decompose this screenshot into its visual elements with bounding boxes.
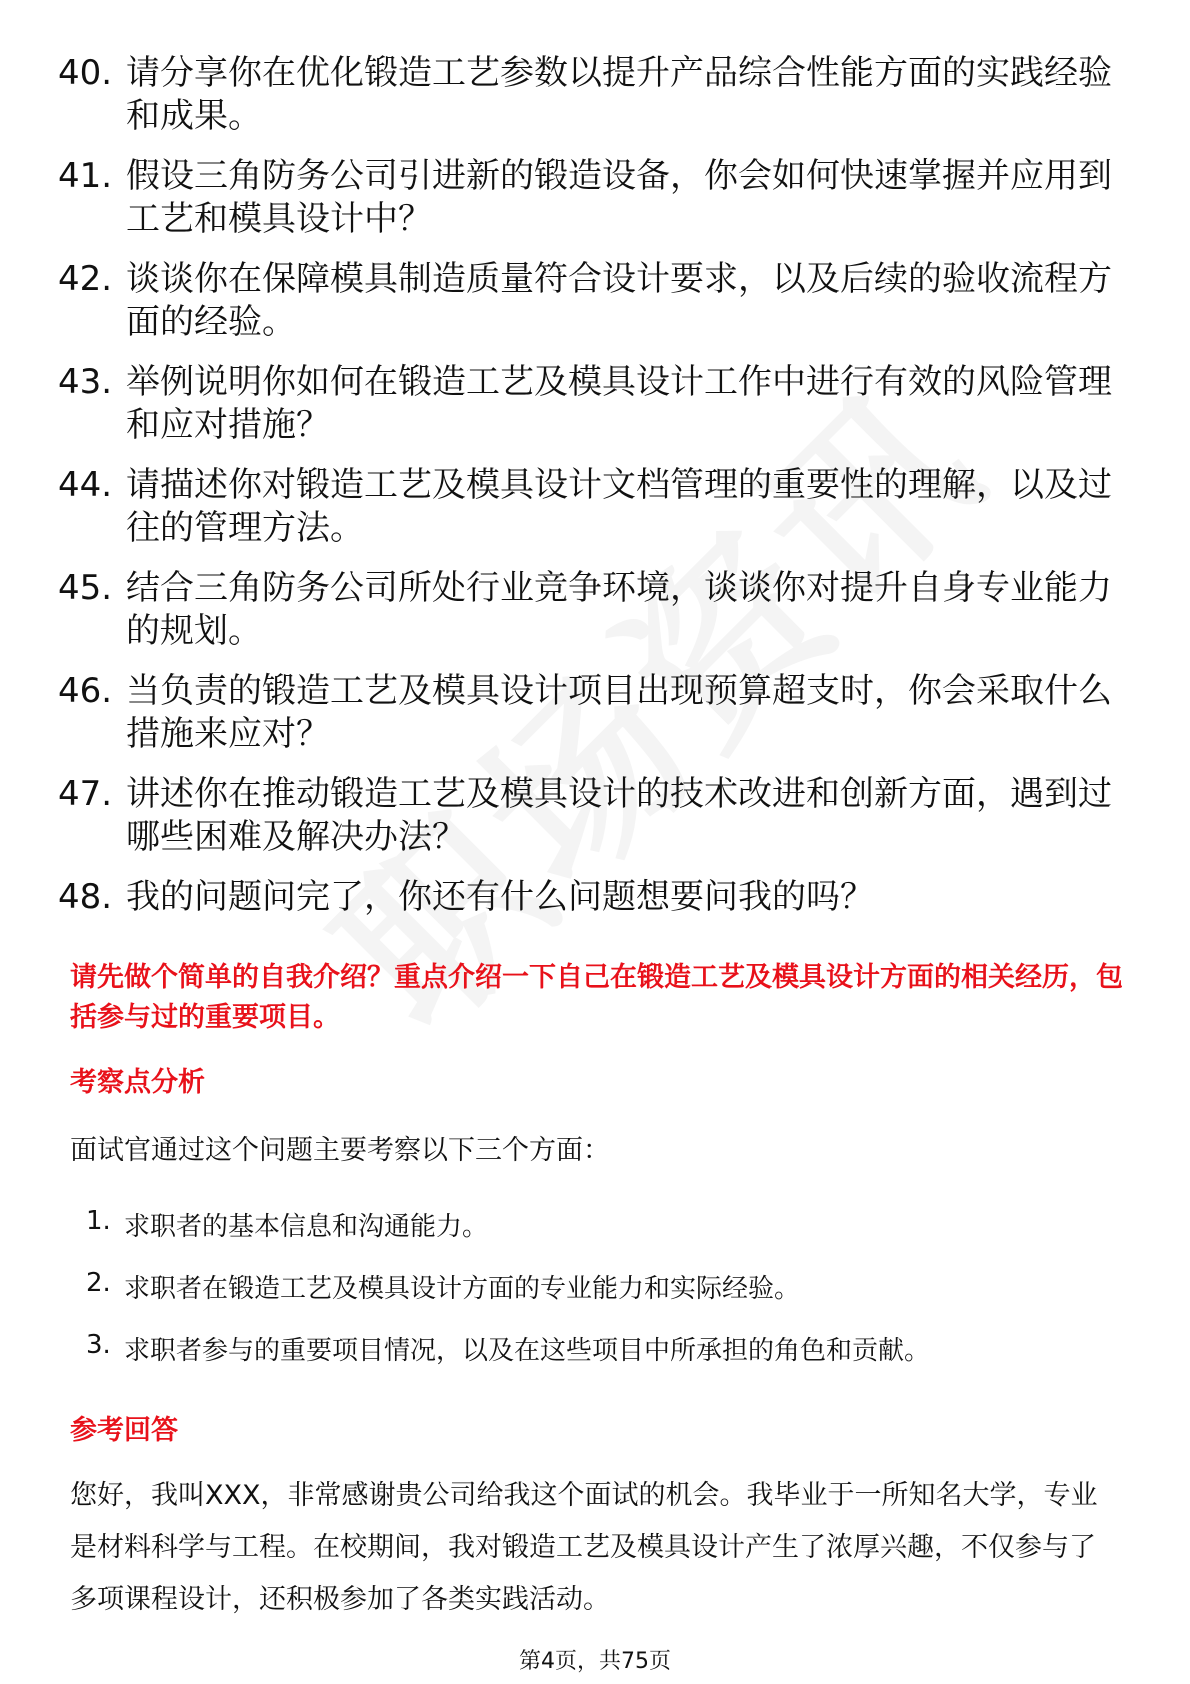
question-number: 42. bbox=[58, 259, 113, 299]
question-text: 假设三角防务公司引进新的锻造设备，你会如何快速掌握并应用到工艺和模具设计中？ bbox=[126, 156, 1112, 239]
main-question: 请先做个简单的自我介绍？重点介绍一下自己在锻造工艺及模具设计方面的相关经历，包括参与过的重要项目。 bbox=[70, 962, 1123, 1033]
point-text: 求职者参与的重要项目情况，以及在这些项目中所承担的角色和贡献。 bbox=[124, 1336, 931, 1366]
question-text: 谈谈你在保障模具制造质量符合设计要求，以及后续的验收流程方面的经验。 bbox=[126, 259, 1112, 342]
question-number: 43. bbox=[58, 362, 113, 402]
question-text: 讲述你在推动锻造工艺及模具设计的技术改进和创新方面，遇到过哪些困难及解决办法？ bbox=[126, 774, 1112, 857]
question-text: 结合三角防务公司所处行业竞争环境，谈谈你对提升自身专业能力的规划。 bbox=[126, 568, 1112, 651]
reference-title: 参考回答 bbox=[70, 1415, 178, 1446]
question-number: 45. bbox=[58, 568, 113, 608]
question-item bbox=[58, 567, 1118, 653]
question-item bbox=[58, 876, 1118, 919]
question-number: 47. bbox=[58, 774, 113, 814]
question-number: 40. bbox=[58, 53, 113, 93]
question-text: 举例说明你如何在锻造工艺及模具设计工作中进行有效的风险管理和应对措施？ bbox=[126, 362, 1112, 445]
point-text: 求职者在锻造工艺及模具设计方面的专业能力和实际经验。 bbox=[124, 1274, 801, 1304]
analysis-intro: 面试官通过这个问题主要考察以下三个方面： bbox=[70, 1135, 610, 1166]
question-item bbox=[58, 773, 1118, 859]
analysis-point bbox=[86, 1206, 1126, 1268]
question-item bbox=[58, 52, 1118, 138]
question-item bbox=[58, 258, 1118, 344]
question-number: 48. bbox=[58, 877, 113, 917]
question-number: 46. bbox=[58, 671, 113, 711]
point-number: 3. bbox=[86, 1330, 111, 1360]
question-text: 当负责的锻造工艺及模具设计项目出现预算超支时，你会采取什么措施来应对？ bbox=[126, 671, 1112, 754]
question-number: 41. bbox=[58, 156, 113, 196]
analysis-point bbox=[86, 1268, 1126, 1330]
question-text: 我的问题问完了，你还有什么问题想要问我的吗？ bbox=[126, 877, 874, 917]
page-footer: 第4页，共75页 bbox=[519, 1649, 671, 1674]
question-item bbox=[58, 670, 1118, 756]
question-text: 请分享你在优化锻造工艺参数以提升产品综合性能方面的实践经验和成果。 bbox=[126, 53, 1112, 136]
question-text: 请描述你对锻造工艺及模具设计文档管理的重要性的理解，以及过往的管理方法。 bbox=[126, 465, 1112, 548]
point-text: 求职者的基本信息和沟通能力。 bbox=[124, 1212, 489, 1242]
analysis-title: 考察点分析 bbox=[70, 1067, 205, 1098]
question-item bbox=[58, 464, 1118, 550]
reference-answer: 您好，我叫XXX，非常感谢贵公司给我这个面试的机会。我毕业于一所知名大学，专业是材料科学与工程。在校期间，我对锻造工艺及模具设计产生了浓厚兴趣，不仅参与了多项课程设计，还积极参加了各类实践活动。 bbox=[70, 1480, 1098, 1615]
point-number: 1. bbox=[86, 1206, 111, 1236]
analysis-point bbox=[86, 1330, 1126, 1392]
point-number: 2. bbox=[86, 1268, 111, 1298]
question-item bbox=[58, 361, 1118, 447]
question-list bbox=[58, 52, 1118, 936]
question-item bbox=[58, 155, 1118, 241]
analysis-points bbox=[86, 1206, 1126, 1392]
question-number: 44. bbox=[58, 465, 113, 505]
